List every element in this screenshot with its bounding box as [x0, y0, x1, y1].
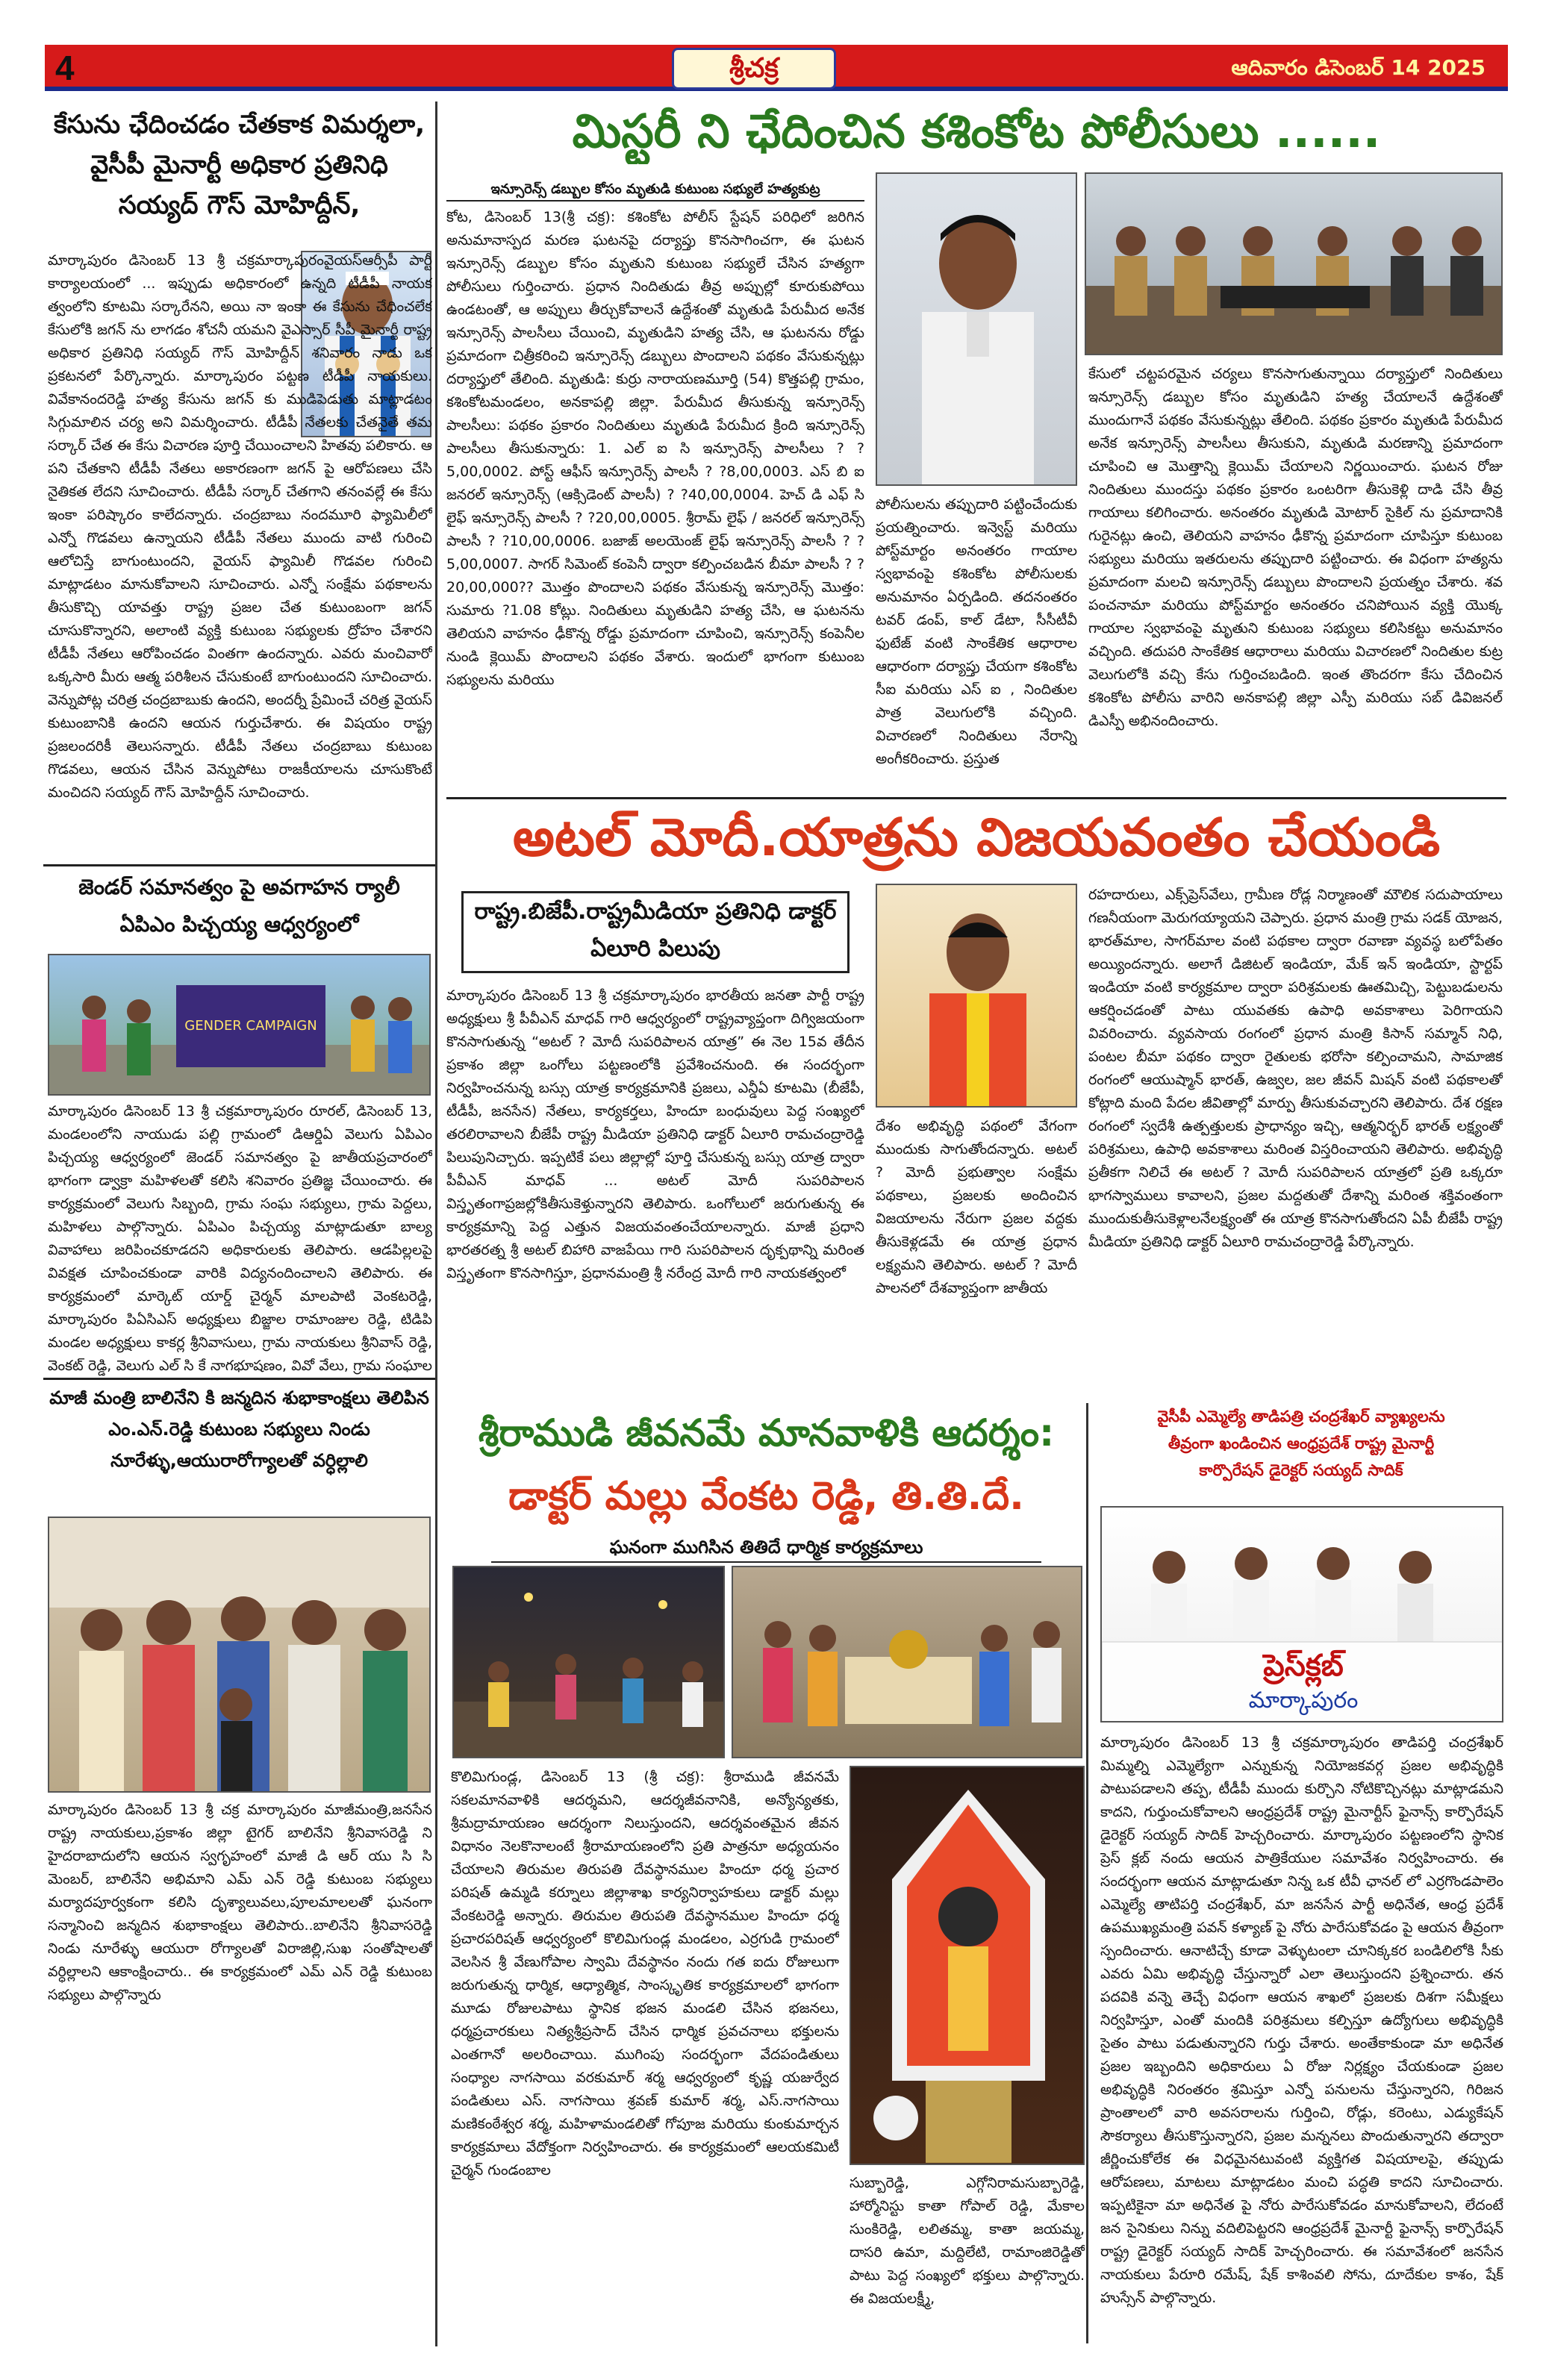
rally-photo — [48, 954, 431, 1096]
birthday-headline: మాజీ మంత్రి బాలినేని కి జన్మదిన శుభాకాంక్షలు తెలిపిన ఎం.ఎన్.రెడ్డి కుటుంబ సభ్యులు నిండు నూరేళ్ళు,ఆయురారోగ్యాలతో వర్ధిల్లాలి — [49, 1387, 429, 1471]
birthday-photo — [48, 1517, 431, 1793]
press-headline-1: వైసీపీ ఎమ్మెల్యే తాడిపత్రి చంద్రశేఖర్ వ్యాఖ్యలను — [1157, 1408, 1445, 1425]
mystery-col2: పోలీసులను తప్పుదారి పట్టించేందుకు ప్రయత్నించారు. ఇన్వెస్ట్ మరియు పోస్ట్‌మార్టం అనంతరం గాయాల స్వభావంపై కశింకోట పోలీసులకు అనుమానం ఏర్పడింది. తదనంతరం టవర్ డంప్, కాల్ డేటా, సీసీటీవీ ఫుటేజ్ వంటి సాంకేతిక ఆధారాల ఆధారంగా దర్యాప్తు చేయగా కశింకోట సీఐ మరియు ఎస్ ఐ , నిందితుల పాత్ర వెలుగులోకి వచ్చింది. విచారణలో నిందితులు నేరాన్ని అంగీకరించారు. ప్రస్తుత — [876, 496, 1077, 767]
press-club-board-line1: ప్రెస్‌క్లబ్ — [1263, 1649, 1344, 1683]
atal-col2: దేశం అభివృద్ధి పథంలో వేగంగా ముందుకు సాగుతోందన్నారు. అటల్ ? మోదీ ప్రభుత్వాల సంక్షేమ పథకాలు, ప్రజలకు అందించిన విజయాలను నేరుగా ప్రజల వద్దకు తీసుకెళ్లడమే ఈ యాత్ర ప్రధాన లక్ష్యమని తెలిపారు. అటల్ ? మోదీ పాలనలో దేశవ్యాప్తంగా జాతీయ — [876, 1118, 1077, 1296]
press-article — [1096, 1403, 1506, 2343]
procession-photo — [452, 1566, 725, 1758]
press-headline-3: కార్పొరేషన్ డైరెక్టర్ సయ్యద్ సాదిక్ — [1199, 1461, 1403, 1479]
sriram-article — [446, 1403, 1088, 2343]
atal-subheadline: రాష్ట్ర.బిజేపీ.రాష్ట్రమీడియా ప్రతినిధి డాక్టర్ ఏలూరి పిలుపు — [461, 891, 850, 973]
gender-rally-article — [43, 869, 435, 1376]
sriram-subheadline: ఘనంగా ముగిసిన తితిదే ధార్మిక కార్యక్రమాలు — [491, 1533, 1041, 1563]
mystery-article — [446, 101, 1506, 796]
birthday-body: మార్కాపురం డిసెంబర్ 13 శ్రీ చక్ర మార్కాపురం మాజీమంత్రి,జనసేన రాష్ట్ర నాయకులు,ప్రకాశం జిల్లా టైగర్ బాలినేని శ్రీనివాసరెడ్డి ని హైదరాబాదులోని ఆయన స్వగృహంలో మాజీ డి ఆర్ యు సి సి మెంబర్, బాలినేని అభిమాని ఎమ్ ఎన్ రెడ్డి కుటుంబ సభ్యులు మర్యాదపూర్వకంగా కలిసి దృశ్యాలువలు,పూలమాలలతో ఘనంగా సన్మానించి జన్మదిన శుభాకాంక్షలు తెలిపారు..బాలినేని శ్రీనివాసరెడ్డి నిండు నూరేళ్ళు ఆయురా రోగ్యాలతో విరాజిల్లి,సుఖ సంతోషాలతో వర్ధిల్లాలని ఆకాంక్షించారు.. ఈ కార్యక్రమంలో ఎమ్ ఎన్ రెడ్డి కుటుంబ సభ్యులు పాల్గొన్నారు — [48, 1802, 432, 2003]
left-column — [43, 101, 437, 2346]
sriram-col2: సుబ్బారెడ్డి, ఎగ్గోనిరామసుబ్బారెడ్డి, హార్మోనిస్టు కాతా గోపాల్ రెడ్డి, మేకాల సుంకిరెడ్డి, లలితమ్మ, కాతా జయమ్మ, దాసరి ఉమా, మద్దిలేటి, రామాంజిరెడ్డితో పాటు పెద్ద సంఖ్యలో భక్తులు పాల్గొన్నారు. ఈ విజయలక్ష్మీ, — [850, 2175, 1085, 2307]
rally-banner-text: GENDER CAMPAIGN — [184, 1018, 317, 1034]
divider — [43, 1378, 435, 1380]
newspaper-logo: శ్రీచక్ర — [672, 48, 836, 90]
puja-photo — [732, 1566, 1082, 1758]
page-number: 4 — [55, 49, 75, 87]
sriram-headline-1: శ్రీరాముడి జీవనమే మానవాళికి ఆదర్శం: — [478, 1411, 1055, 1455]
mystery-col1: కోట, డిసెంబర్ 13(శ్రీ చక్ర): కశింకోట పోలీస్ స్టేషన్ పరిధిలో జరిగిన అనుమానాస్పద మరణ ఘటనపై దర్యాప్తు కొనసాగించగా, ఈ ఘటన ఇన్సూరెన్స్ డబ్బుల కోసం మృతుని కుటుంబ సభ్యులే చేసిన హత్యగా పోలీసులు గుర్తించారు. ప్రధాన నిందితుడు తీవ్ర అప్పుల్లో కూరుకుపోయి ఉండటంతో, ఆ అప్పులు తీర్చుకోవాలనే ఉద్దేశంతో మృతుడి పేరుమీద అనేక ఇన్సూరెన్స్ పాలసీలు చేయించి, మృతుడిని హత్య చేసి, ఆ ఘటనను రోడ్డు ప్రమాదంగా చిత్రీకరించి ఇన్సూరెన్స్ డబ్బులు పొందాలని పథకం వేసుకున్నట్లు దర్యాప్తులో తేలింది. మృతుడి: కుర్రు నారాయణమూర్తి (54) కొత్తపల్లి గ్రామం, కశింకోటమండలం, అనకాపల్లి జిల్లా. పేరుమీద తీసుకున్న ఇన్సూరెన్స్ పాలసీలు: పథకం ప్రకారం నిందితులు మృతుడి పేరుమీద క్రింది ఇన్సూరెన్స్ పాలసీలు తీసుకున్నారు: 1. ఎల్ ఐ సి ఇన్సూరెన్స్ పాలసీలు ? ?5,00,0002. పోస్ట్ ఆఫీస్ ఇన్సూరెన్స్ పాలసీ ? ?8,00,0003. ఎస్ బి ఐ జనరల్ ఇన్సూరెన్స్ (ఆక్సిడెంట్ పాలసీ) ? ?40,00,0004. హెచ్ డి ఎఫ్ సి లైఫ్ ఇన్సూరెన్స్ పాలసీ ? ?20,00,0005. శ్రీరామ్ లైఫ్ / జనరల్ ఇన్సూరెన్స్ పాలసీ ? ?10,00,0006. బజాజ్ అలయెంజ్ లైఫ్ ఇన్సూరెన్స్ పాలసీ ? ?5,00,0007. సాగర్ సిమెంట్ కంపెనీ ద్వారా కల్పించబడిన బీమా పాలసీ ? ?20,00,000?? మొత్తం పొందాలని పథకం వేసుకున్న ఇన్సూరెన్స్ మొత్తం: సుమారు ?1.08 కోట్లు. నిందితులు మృతుడిని హత్య చేసి, ఆ ఘటనను తెలియని వాహనం ఢీకొన్న రోడ్డు ప్రమాదంగా చూపించి, ఇన్సూరెన్స్ కంపెనీల నుండి క్లెయిమ్ పొందాలని పథకం వేశారు. ఇందులో భాగంగా కుటుంబ సభ్యులను మరియు — [446, 209, 864, 688]
left-top-body: మార్కాపురం డిసెంబర్ 13 శ్రీ చక్రమార్కాపురంవైయస్ఆర్సీపీ పార్టీ కార్యాలయంలో ... ఇప్పుడు అధికారంలో ఉన్నది టీడీపీ నాయక త్వంలోని కూటమి సర్కారేనని, అయి నా ఇంకా ఈ కేసును చేధించలేక కేసులోకి జగన్ ను లాగడం శోచనీ యమని వైఎస్సార్ సీపీ మైనార్టీ రాష్ట్ర అధికార ప్రతినిధి సయ్యద్ గౌస్ మోహిద్దీన్ శనివారం నాడు ఒక ప్రకటనలో పేర్కొన్నారు. మార్కాపురం పట్టణ టీడీపీ నాయకులు. వివేకానందరెడ్డి హత్య కేసును జగన్ కు ముడిపెడుతు మాట్లాడటం సిగ్గుమాలిన చర్య అని విమర్శించారు. టీడీపీ నేతలకు చేతనైతే తమ సర్కార్ చేత ఈ కేసు విచారణ పూర్తి చేయించాలని హితవు పలికారు. ఆ పని చేతకాని టీడీపీ నేతలు అకారణంగా జగన్ పై ఆరోపణలు చేసి నైతికత లేదని సూచించారు. టీడీపీ సర్కార్ చేతగాని తనంవల్లే ఈ కేసు ఇంకా పరిష్కారం కాలేదన్నారు. చంద్రబాబు నందమూరి ఫ్యామిలీలో ఎన్నో గొడవలు ఉన్నాయని టీడీపీ నేతలు ముందు వాటి గురించి ఆలోచిస్తే బాగుంటుందని, వైయస్ ఫ్యామిలీ గొడవల గురించి మాట్లాడటం మానుకోవాలని సూచించారు. ఎన్నో సంక్షేమ పథకాలను తీసుకొచ్చి యావత్తు రాష్ట్ర ప్రజల చేత కుటుంబంగా జగన్ చూసుకొన్నారని, అలాంటి వ్యక్తి కుటుంబ సభ్యులకు ద్రోహం చేశారని టీడీపీ నేతలు ఆరోపించడం వింతగా ఉందన్నారు. ఎవరు మంచివారో ఒక్కసారి మీరు ఆత్మ పరిశీలన చేసుకుంటే బాగుంటుందని సూచించారు. వెన్నుపోట్ల చరిత్ర చంద్రబాబుకు ఉందని, అందర్నీ ప్రేమించే చరిత్ర వైయస్ కుటుంబానికి ఉందని ఆయన గుర్తుచేశారు. ఈ విషయం రాష్ట్ర ప్రజలందరికీ తెలుసన్నారు. టీడీపీ నేతలు చంద్రబాబు కుటుంబ గొడవలు, ఆయన చేసిన వెన్నుపోటు రాజకీయాలను చూసుకొంటే మంచిదని సయ్యద్ గౌస్ మోహిద్దీన్ సూచించారు. — [48, 252, 432, 801]
gender-body: మార్కాపురం డిసెంబర్ 13 శ్రీ చక్రమార్కాపురం రూరల్, డిసెంబర్ 13, మండలంలోని నాయుడు పల్లి గ్రామంలో డిఆర్డిఏ వెలుగు ఏపిఎం పిచ్చయ్య ఆధ్వర్యంలో జెండర్ సమానత్వం పై జాతీయప్రచారంలో భాగంగా డ్వాక్రా మహిళలతో కలిసి శనివారం ప్రతిజ్ఞ చేయించారు. ఈ కార్యక్రమంలో వెలుగు సిబ్బంది, గ్రామ సంఘ సభ్యులు, గ్రామ పెద్దలు, మహిళలు పాల్గొన్నారు. ఏపిఎం పిచ్చయ్య మాట్లాడుతూ బాల్య వివాహాలు జరిపించకూడదని అధికారులకు తెలిపారు. ఆడపిల్లలపై వివక్షత చూపించకుండా వారికి విద్యనందించాలని తెలిపారు. ఈ కార్యక్రమంలో మార్కెట్ యార్డ్ చైర్మన్ మాలపాటి వెంకటరెడ్డి, మార్కాపురం పిఏసిఎస్ అధ్యక్షులు బిజ్జాల రామాంజుల రెడ్డి, టిడిపి మండల అధ్యక్షులు కాకర్ల శ్రీనివాసులు, గ్రామ నాయకులు శ్రీనివాస్ రెడ్డి, వెంకట్ రెడ్డి, వెలుగు ఎల్ సి కే నాగభూషణం, వివో వేలు, గ్రామ సంఘాల — [48, 1103, 432, 1374]
divider — [43, 864, 435, 866]
masthead — [45, 45, 1508, 91]
deity-photo — [850, 1766, 1085, 2165]
victim-photo — [876, 172, 1077, 486]
atal-col1: మార్కాపురం డిసెంబర్ 13 శ్రీ చక్రమార్కాపురం భారతీయ జనతా పార్టీ రాష్ట్ర అధ్యక్షులు శ్రీ పీవీఎన్ మాధవ్ గారి ఆధ్వర్యంలో రాష్ట్రవ్యాప్తంగా దిగ్విజయంగా కొనసాగుతున్న “అటల్ ? మోదీ సుపరిపాలన యాత్ర” ఈ నెల 15వ తేదీన ప్రకాశం జిల్లా ఒంగోలు పట్టణంలోకి ప్రవేశించనుంది. ఈ సందర్భంగా నిర్వహించనున్న బస్సు యాత్ర కార్యక్రమానికి ప్రజలు, ఎన్డీఏ కూటమి (బీజేపీ, టీడీపీ, జనసేన) నేతలు, కార్యకర్తలు, హిందూ బంధువులు పెద్ద సంఖ్యలో తరలిరావాలని బీజేపీ రాష్ట్ర మీడియా ప్రతినిధి డాక్టర్ ఏలూరి రామచంద్రారెడ్డి పిలుపునిచ్చారు. ఇప్పటికే పలు జిల్లాల్లో పూర్తి చేసుకున్న బస్సు యాత్ర ద్వారా పీవీఎన్ మాధవ్ ... అటల్ మోదీ సుపరిపాలన విస్తృతంగాప్రజల్లోకితీసుకెళ్తున్నారని తెలిపారు. ఒంగోలులో జరుగుతున్న ఈ కార్యక్రమాన్ని పెద్ద ఎత్తున విజయవంతంచేయాలన్నారు. మాజీ ప్రధాని భారతరత్న శ్రీ అటల్ బిహారి వాజపేయి గారి సుపరిపాలన దృక్పథాన్ని మరింత విస్తృతంగా కొనసాగిస్తూ, ప్రధానమంత్రి శ్రీ నరేంద్ర మోదీ గారి నాయకత్వంలో — [446, 987, 864, 1281]
sriram-headline-2: డాక్టర్ మల్లు వేంకట రెడ్డి, తి.తి.దే. — [508, 1474, 1024, 1519]
sriram-col1: కొలిమిగుండ్ల, డిసెంబర్ 13 (శ్రీ చక్ర): శ్రీరాముడి జీవనమే సకలమానవాళికి ఆదర్శమని, ఆదర్శజీవనానికి, అన్యోన్యతకు, శ్రీమద్రామాయణం ఆదర్శంగా నిలుస్తుందని, ఆదర్శవంతమైన జీవన విధానం నెలకొనాలంటే శ్రీరామాయణంలోని ప్రతి పాత్రనూ అధ్యయనం చేయాలని తిరుమల తిరుపతి దేవస్థానముల హిందూ ధర్మ ప్రచార పరిషత్ ఉమ్మడి కర్నూలు జిల్లాశాఖ కార్యనిర్వాహకులు డాక్టర్ మల్లు వేంకటరెడ్డి అన్నారు. తిరుమల తిరుపతి దేవస్థానముల హిందూ ధర్మ ప్రచారపరిషత్ ఆధ్వర్యంలో కొలిమిగుండ్ల మండలం, ఎర్రగుడి గ్రామంలో వెలసిన శ్రీ వేణుగోపాల స్వామి దేవస్థానం నందు గత ఐదు రోజులుగా జరుగుతున్న ధార్మిక, ఆధ్యాత్మిక, సాంస్కృతిక కార్యక్రమాలలో భాగంగా మూడు రోజులపాటు స్థానిక భజన మండలి చేసిన భజనలు, ధర్మప్రచారకులు నిత్యశ్రీప్రసాద్ చేసిన ధార్మిక ప్రవచనాలు భక్తులను ఎంతగానో అలరించాయి. ముగింపు సందర్భంగా వేదపండితులు సంధ్యాల నాగసాయి వరకుమార్ శర్మ ఆధ్వర్యంలో కృష్ణ యజుర్వేద పండితులు ఎస్. నాగసాయి శ్రవణ్ కుమార్ శర్మ, ఎస్.నాగసాయి మణికంఠేశ్వర శర్మ, మహిళామండలితో గోపూజ మరియు కుంకుమార్చన కార్యక్రమాలు వేదోక్తంగా నిర్వహించారు. ఈ కార్యక్రమంలో ఆలయకమిటీ చైర్మన్ గుండంబాల — [451, 1769, 839, 2178]
mystery-col3: కేసులో చట్టపరమైన చర్యలు కొనసాగుతున్నాయి దర్యాప్తులో నిందితులు ఇన్సూరెన్స్ డబ్బుల కోసం మృతుడిని హత్య చేయాలనే ఉద్దేశంతో ముందుగానే పథకం వేసుకున్నట్లు తేలింది. పథకం ప్రకారం మృతుడి పేరుమీద అనేక ఇన్సూరెన్స్ పాలసీలు తీసుకుని, మృతుడి మరణాన్ని ప్రమాదంగా చూపించి ఆ మొత్తాన్ని క్లెయిమ్ చేయాలని నిర్ణయించారు. ఘటన రోజు నిందితులు ముందస్తు పథకం ప్రకారం ఒంటరిగా తీసుకెళ్లి దాడి చేసి తీవ్ర గాయాలు కలిగించారు. అనంతరం మృతుడి మోటార్ సైకిల్ ను ప్రమాదానికి గురైనట్లు ఉంచి, తెలియని వాహనం ఢీకొన్న ప్రమాదంగా చూపిస్తూ కుటుంబ సభ్యులు మరియు ఇతరులను తప్పుదారి పట్టించారు. ఈ విధంగా హత్యను ప్రమాదంగా మలచి ఇన్సూరెన్స్ డబ్బులు పొందాలని ప్రయత్నం చేశారు. శవ పంచనామా మరియు పోస్ట్‌మార్టం అనంతరం చనిపోయిన వ్యక్తి యొక్క గాయాల స్వభావంపై మృతుని కుటుంబ సభ్యులు కలిసికట్టు అనుమానం వచ్చింది. తదుపరి సాంకేతిక ఆధారాలు మరియు విచారణలో నిందితుల కుట్ర వెలుగులోకి వచ్చి కేసు గుర్తించబడింది. ఇంత తొందరగా కేసు చేదించిన కశింకోట పోలీసు వారిని అనకాపల్లి జిల్లా ఎస్పీ మరియు సబ్ డివిజనల్ డిఎస్పీ అభినందించారు. — [1088, 366, 1503, 729]
press-meet-photo — [1100, 1506, 1503, 1722]
police-photo — [1085, 172, 1503, 355]
birthday-article — [43, 1382, 435, 2345]
left-top-headline: కేసును ఛేదించడం చేతకాక విమర్శలా, వైసీపీ మైనార్టీ అధికార ప్రతినిధి సయ్యద్ గౌస్ మోహిద్దీన్, — [54, 110, 425, 220]
issue-date: ఆదివారం డిసెంబర్ 14 2025 — [1231, 55, 1486, 80]
left-top-article — [43, 101, 435, 863]
divider — [446, 797, 1506, 799]
press-club-board-line2: మార్కాపురం — [1248, 1687, 1359, 1714]
atal-headline: అటల్ మోదీ.యాత్రను విజయవంతం చేయండి — [512, 807, 1441, 868]
atal-col3: రహదారులు, ఎక్స్‌ప్రెస్‌వేలు, గ్రామీణ రోడ్ల నిర్మాణంతో మౌలిక సదుపాయాలు గణనీయంగా మెరుగయ్యాయని చెప్పారు. ప్రధాన మంత్రి గ్రామ సడక్ యోజన, భారత్‌మాల, సాగర్‌మాల వంటి పథకాల ద్వారా రవాణా వ్యవస్థ బలోపేతం అయ్యిందన్నారు. అలాగే డిజిటల్ ఇండియా, మేక్ ఇన్ ఇండియా, స్టార్టప్ ఇండియా వంటి కార్యక్రమాల ద్వారా పరిశ్రమలకు ఊతమిచ్చి, పెట్టుబడులను ఆకర్షించడంతో పాటు యువతకు ఉపాధి అవకాశాలు పెరిగాయని వివరించారు. వ్యవసాయ రంగంలో ప్రధాన మంత్రి కిసాన్ సమ్మాన్ నిధి, పంటల బీమా పథకం ద్వారా రైతులకు భరోసా కల్పించామని, సామాజిక రంగంలో ఆయుష్మాన్ భారత్, ఉజ్వల, జల జీవన్ మిషన్ వంటి పథకాలతో కోట్లాది మంది పేదల జీవితాల్లో మార్పు తీసుకువచ్చారని తెలిపారు. దేశ రక్షణ రంగంలో స్వదేశీ ఉత్పత్తులకు ప్రాధాన్యం ఇచ్చి, ఆత్మనిర్భర్ భారత్ లక్ష్యంతో పరిశ్రమలు, ఉపాధి అవకాశాలు మరింత విస్తరించాయని తెలిపారు. అభివృద్ధి ప్రతీకగా నిలిచే ఈ అటల్ ? మోదీ సుపరిపాలన యాత్రలో ప్రతి ఒక్కరూ భాగస్వాములు కావాలని, ప్రజల మద్దతుతో దేశాన్ని మరింత శక్తివంతంగా ముందుకుతీసుకెళ్లాలనేలక్ష్యంతో ఈ యాత్ర కొనసాగుతోందని ఏపీ బీజేపీ రాష్ట్ర మీడియా ప్రతినిధి డాక్టర్ ఏలూరి రామచంద్రారెడ్డి పేర్కొన్నారు. — [1088, 887, 1503, 1250]
atal-article — [446, 802, 1506, 1399]
mystery-subheadline: ఇన్సూరెన్స్ డబ్బుల కోసం మృతుడి కుటుంబ సభ్యులే హత్యకుట్ర — [446, 179, 864, 202]
mystery-headline: మిస్టరీ ని ఛేదించిన కశింకోట పోలీసులు ...... — [572, 104, 1381, 158]
gender-headline: జెండర్ సమానత్వం పై అవగాహన ర్యాలీ ఏపిఎం పిచ్చయ్య ఆధ్వర్యంలో — [78, 875, 400, 937]
yeluri-photo — [876, 884, 1077, 1108]
press-body: మార్కాపురం డిసెంబర్ 13 శ్రీ చక్రమార్కాపురం తాడిపర్తి చంద్రశేఖర్ మిమ్మల్ని ఎమ్మెల్యేగా ఎన్నుకున్న నియోజకవర్గ ప్రజల అభివృద్ధికి పాటుపడాలని తప్ప, టీడీపీ ముందు కుర్చొని నోటికొచ్చినట్లు మాట్లాడమని కాదని, గుర్తుంచుకోవాలని ఆంధ్రప్రదేశ్ రాష్ట్ర మైనార్టీస్ ఫైనాన్స్ కార్పొరేషన్ డైరెక్టర్ సయ్యద్ సాదిక్ హెచ్చరించారు. మార్కాపురం పట్టణంలోని స్థానిక ప్రెస్ క్లబ్ నందు ఆయన పాత్రికేయుల సమావేశం నిర్వహించారు. ఈ సందర్భంగా ఆయన మాట్లాడుతూ నిన్న ఒక టీవీ ఛానల్ లో ఎర్రగొండపాలెం ఎమ్మెల్యే తాటిపర్తి చంద్రశేఖర్, మా జనసేన పార్టీ అధినేత, ఆంధ్ర ప్రదేశ్ ఉపముఖ్యమంత్రి పవన్ కళ్యాణ్ పై నోరు పారేసుకోవడం పై ఆయన తీవ్రంగా స్పందించారు. ఆనాటిచ్చే కూడా వెళ్ళుటంలా చూనిక్కకర బండిలిలోకి సీకు ఎవరు ఏమి అభివృద్ధి చేస్తున్నారో ఎలా తెలుస్తుందని ప్రశ్నించారు. తన పదవికి వన్నె తెచ్చే విధంగా ఆయన శాఖలో ప్రజలకు దిశగా సమీక్షలు నిర్వహిస్తూ, ఎంతో మందికి పరిశ్రమలు కల్పిస్తూ ఉద్యోగులు అభివృద్ధికి సైతం పాటు పడుతున్నారని గుర్తు చేశారు. అంతేకాకుండా మా అధినేత ప్రజల ఇబ్బందిని అధికారులు ఏ రోజు నిర్లక్ష్యం చేయకుండా ప్రజల అభివృద్ధికి నిరంతరం శ్రమిస్తూ ఎన్నో పనులను చేస్తున్నారని, గిరిజన ప్రాంతాలలో వారి అవసరాలను గుర్తించి, రోడ్లు, కరెంటు, ఎడ్యుకేషన్ సౌకర్యాలు తీసుకొస్తున్నారని, ప్రజల మన్ననలు పొందుతున్నారని తద్వారా జీర్ణించుకోలేక ఈ విధమైనటువంటి వ్యక్తిగత విషయాలపై, తప్పుడు ఆరోపణలు, మాటలు మాట్లాడటం మంచి పద్ధతి కాదని సూచించారు. ఇప్పటికైనా మా అధినేత పై నోరు పారేసుకోవడం మానుకోవాలని, లేదంటే జన సైనికులు నిన్ను వదిలిపెట్టరని ఆంధ్రప్రదేశ్ మైనార్టీ ఫైనాన్స్ కార్పొరేషన్ రాష్ట్ర డైరెక్టర్ సయ్యద్ సాదిక్ హెచ్చరించారు. ఈ సమావేశంలో జనసేన నాయకులు పేరూరి రమేష్, షేక్ కాశింవలి సోను, దూదేకుల కాశం, షేక్ హుస్సేన్ పాల్గొన్నారు. — [1100, 1734, 1503, 2306]
press-headline-2: తీవ్రంగా ఖండించిన ఆంధ్రప్రదేశ్ రాష్ట్ర మైనార్టీ — [1168, 1434, 1435, 1452]
